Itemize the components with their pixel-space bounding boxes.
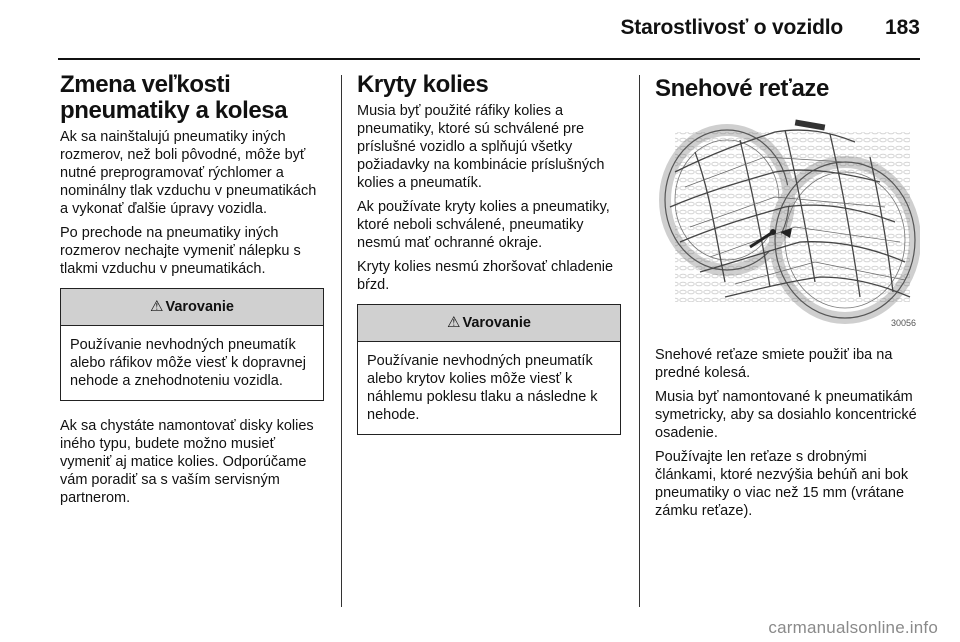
figure-number: 30056 — [890, 318, 916, 328]
paragraph: Musia byť namontované k pneumatikám symetricky, aby sa dosiahlo koncentrické osadenie. — [655, 389, 917, 441]
warning-box — [357, 304, 621, 435]
paragraph: Ak sa nainštalujú pneumatiky iných rozmerov, než boli pôvodné, môže byť nutné preprogramovať rýchlomer a nominálny tlak vzduchu v pneumatikách a vykonať ďalšie úpravy vozidla. — [60, 129, 317, 217]
warning-text: Používanie nevhodných pneumatík alebo krytov kolies môže viesť k náhlemu poklesu tlaku a následne k nehode. — [367, 353, 598, 423]
heading-line-2: pneumatiky a kolesa — [60, 97, 288, 124]
heading-wheel-covers: Kryty kolies — [357, 71, 489, 98]
warning-box — [60, 288, 324, 401]
paragraph: Používajte len reťaze s drobnými článkami, ktoré nezvýšia behúň ani bok pneumatiky o viac než 15 mm (vrátane zámku reťaze). — [655, 449, 909, 519]
paragraph: Ak sa chystáte namontovať disky kolies iného typu, budete možno musieť vymeniť aj matice kolies. Odporúčame vám poradiť sa s vaším servisným partnerom. — [60, 418, 314, 506]
header-rule — [58, 58, 920, 60]
paragraph: Musia byť použité ráfiky kolies a pneumatiky, ktoré sú schválené pre príslušné vozidlo a splňujú všetky požiadavky na kombinácie príslušných kolies a pneumatík. — [357, 103, 605, 191]
column-snow-chains — [655, 72, 923, 526]
paragraph: Ak používate kryty kolies a pneumatiky, ktoré neboli schválené, pneumatiky nesmú mať ochranné okraje. — [357, 199, 610, 251]
warning-title: Varovanie — [462, 315, 531, 331]
heading-line-1: Zmena veľkosti — [60, 71, 231, 98]
paragraph: Po prechode na pneumatiky iných rozmerov nechajte vymeniť nálepku s tlakmi vzduchu v pneumatikách. — [60, 225, 301, 277]
heading-tire-size — [60, 72, 325, 124]
page-number: 183 — [884, 16, 920, 39]
warning-triangle-icon: ⚠ — [447, 314, 461, 331]
paragraph: Kryty kolies nesmú zhoršovať chladenie bŕzd. — [357, 259, 614, 293]
snow-chain-drawing — [655, 112, 920, 327]
column-wheel-covers — [357, 72, 622, 451]
warning-header — [358, 305, 620, 342]
column-divider-2 — [639, 75, 640, 607]
warning-header — [61, 289, 323, 326]
heading-snow-chains: Snehové reťaze — [655, 75, 829, 102]
paragraph: Snehové reťaze smiete použiť iba na predné kolesá. — [655, 347, 893, 381]
column-tire-size — [60, 72, 325, 513]
section-title: Starostlivosť o vozidlo — [620, 16, 843, 39]
column-divider-1 — [341, 75, 342, 607]
warning-title: Varovanie — [165, 299, 234, 315]
warning-text: Používanie nevhodných pneumatík alebo ráfikov môže viesť k dopravnej nehode a znehodnoteniu vozidla. — [70, 337, 306, 389]
watermark: carmanualsonline.info — [768, 618, 938, 637]
snow-chain-illustration — [655, 112, 920, 332]
warning-triangle-icon: ⚠ — [150, 298, 164, 315]
